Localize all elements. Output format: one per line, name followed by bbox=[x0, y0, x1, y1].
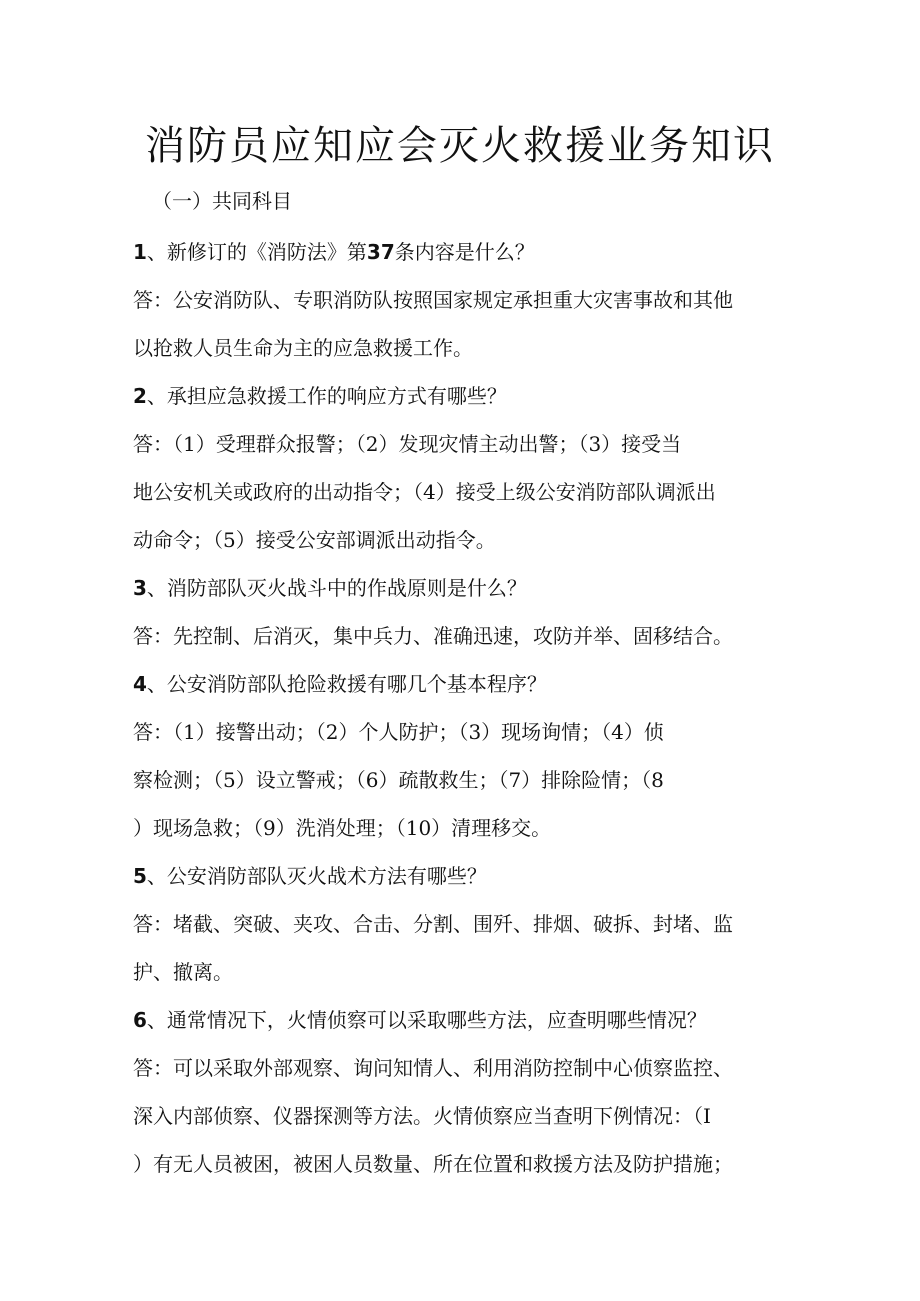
question-number: 2 bbox=[133, 384, 147, 408]
answer-2 bbox=[133, 420, 793, 564]
question-text: 、消防部队灭火战斗中的作战原则是什么？ bbox=[146, 576, 527, 600]
question-number: 6 bbox=[133, 1008, 147, 1032]
question-number: 4 bbox=[133, 672, 147, 696]
article-number: 37 bbox=[366, 240, 395, 264]
answer-line: 察检测；（5）设立警戒；（6）疏散救生；（7）排除险情；（8 bbox=[133, 768, 664, 792]
question-text: 、公安消防部队灭火战术方法有哪些？ bbox=[146, 864, 487, 888]
document-title: 消防员应知应会灭火救援业务知识 bbox=[145, 123, 775, 169]
question-4 bbox=[133, 660, 793, 708]
answer-line: ）现场急救；（9）洗消处理；（10）清理移交。 bbox=[133, 816, 552, 840]
answer-3 bbox=[133, 612, 793, 660]
question-text: 、承担应急救援工作的响应方式有哪些？ bbox=[146, 384, 507, 408]
question-2 bbox=[133, 372, 793, 420]
answer-line: 答：堵截、突破、夹攻、合击、分割、围歼、排烟、破拆、封堵、监 bbox=[133, 912, 733, 936]
section-heading: （一）共同科目 bbox=[152, 189, 292, 213]
answer-1 bbox=[133, 276, 793, 372]
answer-line: 答：（1）接警出动；（2）个人防护；（3）现场询情；（4）侦 bbox=[133, 720, 664, 744]
answer-line: 答：先控制、后消灭，集中兵力、准确迅速，攻防并举、固移结合。 bbox=[133, 624, 733, 648]
answer-line: 动命令；（5）接受公安部调派出动指令。 bbox=[133, 528, 496, 552]
answer-5 bbox=[133, 900, 793, 996]
question-number: 5 bbox=[133, 864, 147, 888]
question-number: 3 bbox=[133, 576, 147, 600]
answer-6 bbox=[133, 1044, 793, 1188]
answer-line: 答：（1）受理群众报警；（2）发现灾情主动出警；（3）接受当 bbox=[133, 432, 682, 456]
answer-line: 护、撤离。 bbox=[133, 960, 233, 984]
question-3 bbox=[133, 564, 793, 612]
question-text: 、通常情况下，火情侦察可以采取哪些方法，应查明哪些情况？ bbox=[146, 1008, 707, 1032]
question-6 bbox=[133, 996, 793, 1044]
question-text: 条内容是什么？ bbox=[394, 240, 535, 264]
answer-line: 地公安机关或政府的出动指令；（4）接受上级公安消防部队调派出 bbox=[133, 480, 716, 504]
answer-4 bbox=[133, 708, 793, 852]
question-text: 、公安消防部队抢险救援有哪几个基本程序？ bbox=[146, 672, 547, 696]
answer-line: 以抢救人员生命为主的应急救援工作。 bbox=[133, 336, 473, 360]
answer-line: 答：公安消防队、专职消防队按照国家规定承担重大灾害事故和其他 bbox=[133, 288, 733, 312]
question-number: 1 bbox=[133, 240, 147, 264]
question-5 bbox=[133, 852, 793, 900]
question-1 bbox=[133, 228, 793, 276]
question-text: 、新修订的《消防法》第 bbox=[146, 240, 367, 264]
answer-line: 答：可以采取外部观察、询问知情人、利用消防控制中心侦察监控、 bbox=[133, 1056, 733, 1080]
answer-line: ）有无人员被困，被困人员数量、所在位置和救援方法及防护措施； bbox=[133, 1152, 733, 1176]
answer-line: 深入内部侦察、仪器探测等方法。火情侦察应当查明下例情况：（I bbox=[133, 1104, 711, 1128]
